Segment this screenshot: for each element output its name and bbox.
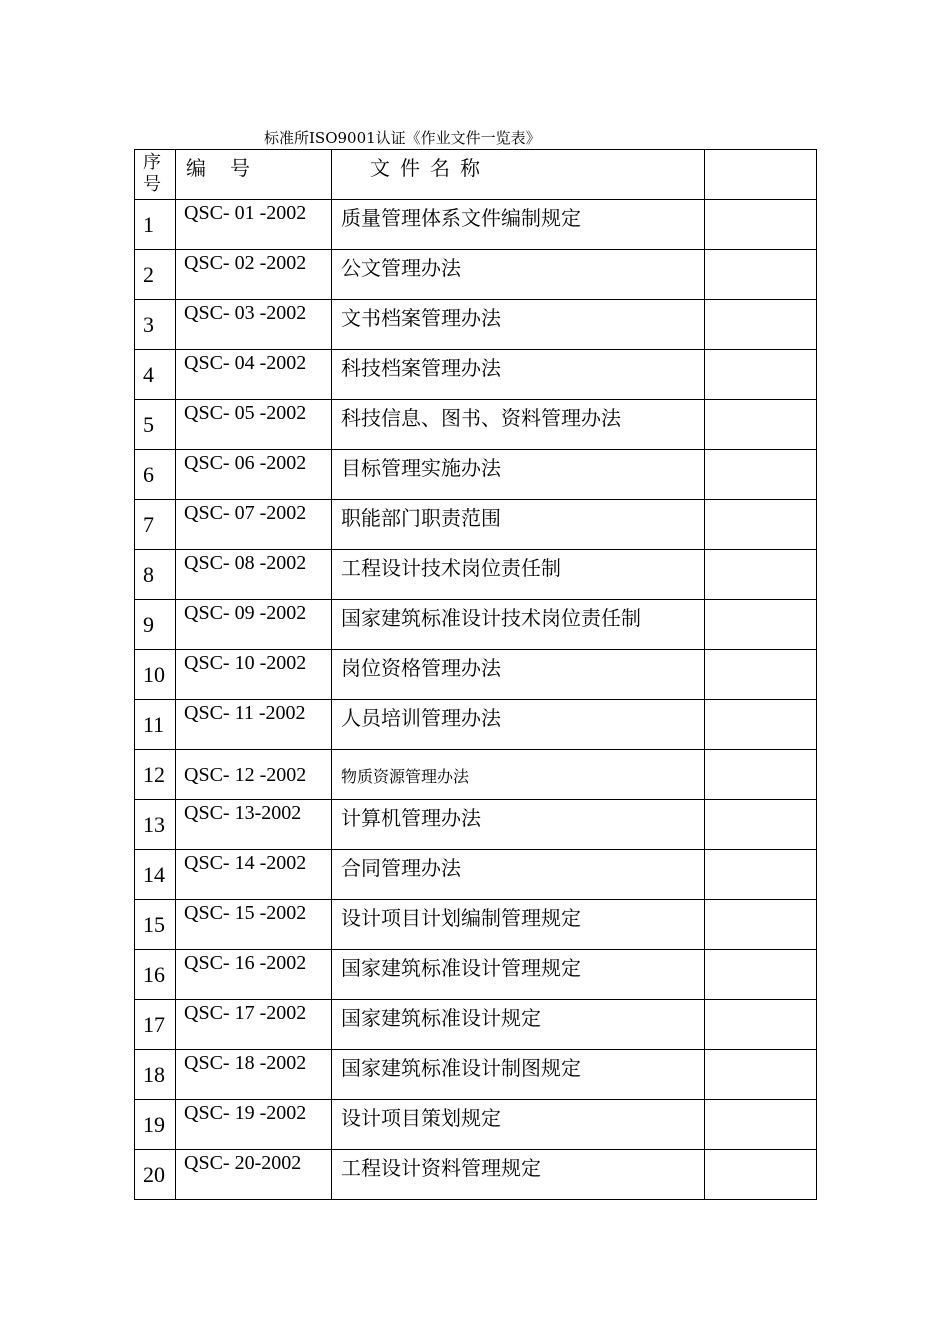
row-extra <box>705 350 817 400</box>
row-extra <box>705 1000 817 1050</box>
row-extra <box>705 450 817 500</box>
table-row <box>135 1150 817 1200</box>
header-name: 文件名称 <box>332 150 705 200</box>
table-row <box>135 950 817 1000</box>
row-code: QSC- 19 -2002 <box>176 1100 332 1150</box>
row-extra <box>705 950 817 1000</box>
row-extra <box>705 850 817 900</box>
row-seq: 10 <box>135 650 176 700</box>
row-seq: 18 <box>135 1050 176 1100</box>
row-seq: 4 <box>135 350 176 400</box>
row-extra <box>705 250 817 300</box>
header-code: 编号 <box>176 150 332 200</box>
row-extra <box>705 1050 817 1100</box>
row-code: QSC- 13-2002 <box>176 800 332 850</box>
table-row <box>135 300 817 350</box>
row-seq: 12 <box>135 750 176 800</box>
row-seq: 3 <box>135 300 176 350</box>
header-seq-label: 序号 <box>143 152 161 195</box>
row-code: QSC- 12 -2002 <box>176 750 332 800</box>
row-code: QSC- 10 -2002 <box>176 650 332 700</box>
row-name: 工程设计技术岗位责任制 <box>332 550 705 600</box>
row-extra <box>705 300 817 350</box>
row-extra <box>705 700 817 750</box>
row-code: QSC- 08 -2002 <box>176 550 332 600</box>
row-extra <box>705 550 817 600</box>
row-seq: 20 <box>135 1150 176 1200</box>
row-extra <box>705 200 817 250</box>
table-row <box>135 800 817 850</box>
row-seq: 13 <box>135 800 176 850</box>
row-seq: 19 <box>135 1100 176 1150</box>
row-code: QSC- 09 -2002 <box>176 600 332 650</box>
row-code: QSC- 02 -2002 <box>176 250 332 300</box>
row-extra <box>705 500 817 550</box>
document-caption: 标准所ISO9001认证《作业文件一览表》 <box>264 129 541 147</box>
row-name: 质量管理体系文件编制规定 <box>332 200 705 250</box>
row-seq: 1 <box>135 200 176 250</box>
table-row <box>135 350 817 400</box>
row-code: QSC- 05 -2002 <box>176 400 332 450</box>
row-name: 国家建筑标准设计规定 <box>332 1000 705 1050</box>
row-extra <box>705 400 817 450</box>
row-seq: 17 <box>135 1000 176 1050</box>
row-name: 国家建筑标准设计技术岗位责任制 <box>332 600 705 650</box>
row-seq: 6 <box>135 450 176 500</box>
row-code: QSC- 11 -2002 <box>176 700 332 750</box>
row-seq: 11 <box>135 700 176 750</box>
table-row <box>135 750 817 800</box>
row-code: QSC- 07 -2002 <box>176 500 332 550</box>
table-row <box>135 500 817 550</box>
table-row <box>135 550 817 600</box>
row-name: 文书档案管理办法 <box>332 300 705 350</box>
table-row <box>135 900 817 950</box>
row-name: 设计项目策划规定 <box>332 1100 705 1150</box>
row-name: 工程设计资料管理规定 <box>332 1150 705 1200</box>
row-name: 科技信息、图书、资料管理办法 <box>332 400 705 450</box>
table-row <box>135 1000 817 1050</box>
row-seq: 5 <box>135 400 176 450</box>
row-name: 国家建筑标准设计制图规定 <box>332 1050 705 1100</box>
row-code: QSC- 17 -2002 <box>176 1000 332 1050</box>
header-seq <box>135 150 176 200</box>
row-code: QSC- 16 -2002 <box>176 950 332 1000</box>
row-code: QSC- 01 -2002 <box>176 200 332 250</box>
row-code: QSC- 18 -2002 <box>176 1050 332 1100</box>
table-row <box>135 400 817 450</box>
row-code: QSC- 03 -2002 <box>176 300 332 350</box>
document-list-table <box>134 149 817 1200</box>
row-name: 物质资源管理办法 <box>332 750 705 800</box>
table-row <box>135 1100 817 1150</box>
row-seq: 16 <box>135 950 176 1000</box>
table-row <box>135 1050 817 1100</box>
row-name: 科技档案管理办法 <box>332 350 705 400</box>
row-seq: 15 <box>135 900 176 950</box>
table-row <box>135 200 817 250</box>
table-row <box>135 450 817 500</box>
row-seq: 7 <box>135 500 176 550</box>
table-row <box>135 650 817 700</box>
row-name: 目标管理实施办法 <box>332 450 705 500</box>
row-name: 公文管理办法 <box>332 250 705 300</box>
row-extra <box>705 600 817 650</box>
row-extra <box>705 900 817 950</box>
row-seq: 9 <box>135 600 176 650</box>
row-name: 国家建筑标准设计管理规定 <box>332 950 705 1000</box>
row-code: QSC- 15 -2002 <box>176 900 332 950</box>
table-row <box>135 850 817 900</box>
row-extra <box>705 1150 817 1200</box>
row-name: 人员培训管理办法 <box>332 700 705 750</box>
row-name: 合同管理办法 <box>332 850 705 900</box>
row-name: 岗位资格管理办法 <box>332 650 705 700</box>
row-name: 设计项目计划编制管理规定 <box>332 900 705 950</box>
row-extra <box>705 750 817 800</box>
header-extra <box>705 150 817 200</box>
row-code: QSC- 04 -2002 <box>176 350 332 400</box>
row-name: 计算机管理办法 <box>332 800 705 850</box>
table-row <box>135 700 817 750</box>
row-name: 职能部门职责范围 <box>332 500 705 550</box>
row-extra <box>705 650 817 700</box>
row-seq: 2 <box>135 250 176 300</box>
row-extra <box>705 800 817 850</box>
row-extra <box>705 1100 817 1150</box>
row-code: QSC- 06 -2002 <box>176 450 332 500</box>
row-seq: 14 <box>135 850 176 900</box>
row-seq: 8 <box>135 550 176 600</box>
table-header-row <box>135 150 817 200</box>
table-row <box>135 250 817 300</box>
table-row <box>135 600 817 650</box>
row-code: QSC- 14 -2002 <box>176 850 332 900</box>
row-code: QSC- 20-2002 <box>176 1150 332 1200</box>
